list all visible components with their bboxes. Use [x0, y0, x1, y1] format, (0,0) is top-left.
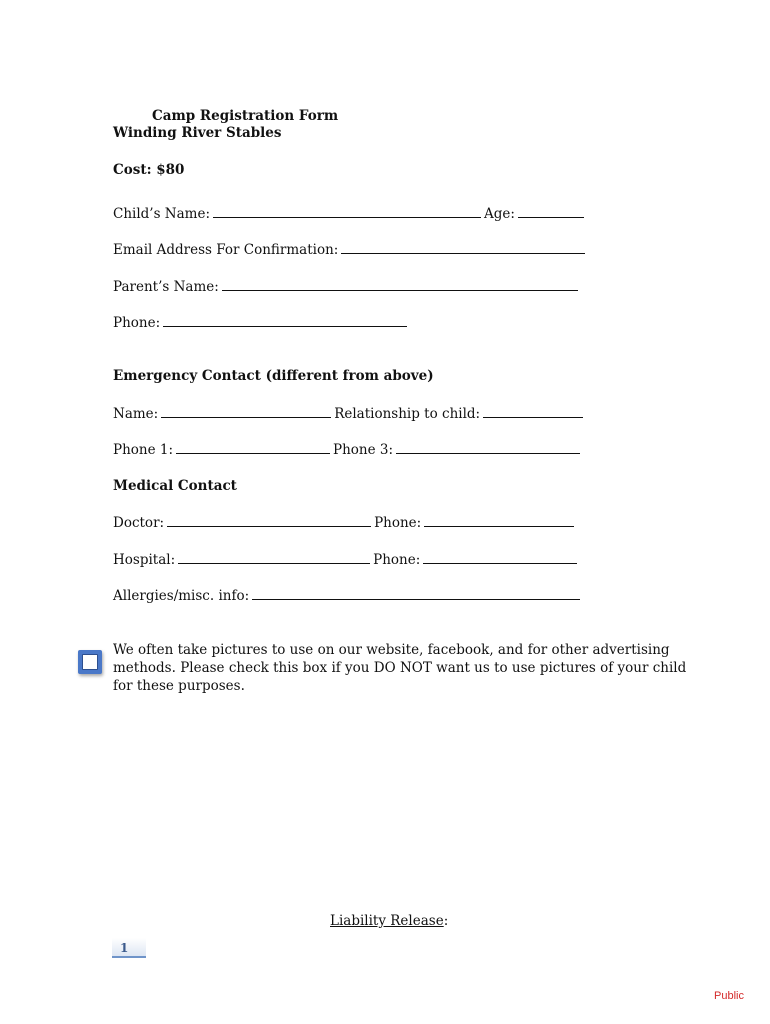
- doctor-row: [113, 514, 577, 531]
- allergies-label: Allergies/misc. info:: [113, 588, 250, 604]
- emergency-name-label: Name:: [113, 406, 159, 422]
- parent-name-label: Parent’s Name:: [113, 279, 219, 295]
- photo-consent-text: [113, 641, 687, 695]
- photo-opt-out-checkbox[interactable]: [78, 650, 102, 674]
- email-label: Email Address For Confirmation:: [113, 242, 339, 258]
- stable-name: Winding River Stables: [113, 125, 282, 141]
- photo-consent-line-1: We often take pictures to use on our website, facebook, and for other advertising: [113, 642, 670, 658]
- email-field[interactable]: [341, 241, 585, 254]
- medical-heading: Medical Contact: [113, 478, 237, 494]
- cost-label: Cost: $80: [113, 162, 185, 178]
- phone-label: Phone:: [113, 315, 161, 331]
- child-name-row: [113, 205, 587, 222]
- doctor-label: Doctor:: [113, 515, 165, 531]
- doctor-phone-field[interactable]: [424, 514, 574, 527]
- photo-consent-line-3: for these purposes.: [113, 678, 245, 694]
- emergency-heading: Emergency Contact (different from above): [113, 368, 434, 384]
- phone-field[interactable]: [163, 314, 407, 327]
- hospital-row: [113, 551, 580, 568]
- photo-consent-line-2: methods. Please check this box if you DO NOT want us to use pictures of your child: [113, 660, 687, 676]
- emergency-phone-row: [113, 441, 583, 458]
- liability-release-heading: [330, 913, 448, 929]
- age-label: Age:: [484, 206, 515, 222]
- page-number: 1: [112, 938, 146, 958]
- relationship-label: Relationship to child:: [334, 406, 481, 422]
- relationship-field[interactable]: [483, 405, 583, 418]
- hospital-phone-field[interactable]: [423, 551, 577, 564]
- hospital-label: Hospital:: [113, 552, 176, 568]
- phone-row: [113, 314, 410, 331]
- form-title: Camp Registration Form: [152, 108, 339, 124]
- liability-release-label: Liability Release: [330, 913, 444, 929]
- hospital-phone-label: Phone:: [373, 552, 421, 568]
- phone1-label: Phone 1:: [113, 442, 174, 458]
- parent-name-field[interactable]: [222, 278, 578, 291]
- doctor-field[interactable]: [167, 514, 371, 527]
- parent-name-row: [113, 278, 581, 295]
- emergency-name-field[interactable]: [161, 405, 331, 418]
- doctor-phone-label: Phone:: [374, 515, 422, 531]
- hospital-field[interactable]: [178, 551, 370, 564]
- emergency-name-row: [113, 405, 586, 422]
- phone1-field[interactable]: [176, 441, 330, 454]
- phone3-field[interactable]: [396, 441, 580, 454]
- allergies-row: [113, 587, 583, 604]
- child-name-field[interactable]: [213, 205, 481, 218]
- checkbox-square-icon: [82, 654, 98, 670]
- age-field[interactable]: [518, 205, 584, 218]
- phone3-label: Phone 3:: [333, 442, 394, 458]
- child-name-label: Child’s Name:: [113, 206, 211, 222]
- email-row: [113, 241, 588, 258]
- classification-label: Public: [714, 990, 744, 1002]
- liability-release-colon: :: [443, 913, 449, 929]
- allergies-field[interactable]: [252, 587, 580, 600]
